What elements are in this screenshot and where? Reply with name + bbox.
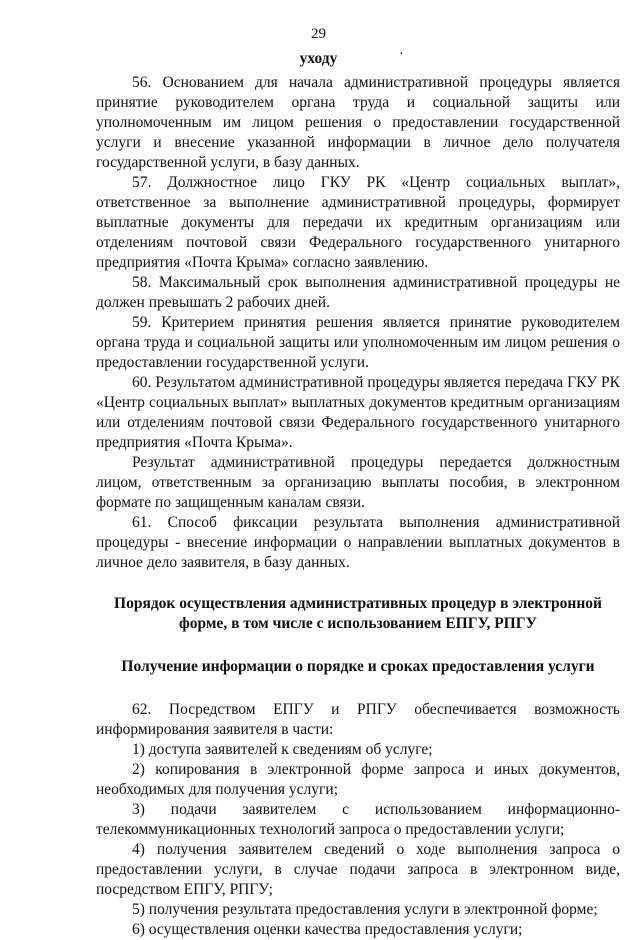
continued-heading: уходу — [299, 50, 338, 67]
scan-dot: · — [399, 47, 404, 62]
paragraph-58: 58. Максимальный срок выполнения административной процедуры не должен превышать 2 рабочих дней. — [96, 274, 620, 311]
list-item: 5) получения результата предоставления услуги в электронной форме; — [132, 901, 598, 918]
subsection-heading: Получение информации о порядке и сроках предоставления услуги — [121, 658, 595, 675]
list-item: 6) осуществления оценки качества предоставления услуги; — [132, 921, 523, 938]
paragraph-57: 57. Должностное лицо ГКУ РК «Центр социальных выплат», ответственное за выполнение административной процедуры, формирует выплатные документы для передачи их кредитным организациям или отделениям почтовой связи Федерального государственного унитарного предприятия «Почта Крыма» согласно заявлению. — [96, 174, 620, 271]
paragraph-60-result: Результат административной процедуры передается должностным лицом, ответственным за организацию выплаты пособия, в электронном формате по защищенным каналам связи. — [96, 454, 620, 511]
paragraph-56: 56. Основанием для начала административной процедуры является принятие руководителем органа труда и социальной защиты или уполномоченным им лицом решения о предоставлении государственной услуги и внесение указанной информации в личное дело получателя государственной услуги, в базу данных. — [96, 74, 620, 171]
list-item: 3) подачи заявителем с использованием информационно-телекоммуникационных технологий запроса о предоставлении услуги; — [96, 801, 620, 838]
paragraph-61: 61. Способ фиксации результата выполнения административной процедуры - внесение информации о направлении выплатных документов в личное дело заявителя, в базу данных. — [96, 514, 620, 571]
list-item: 2) копирования в электронной форме запроса и иных документов, необходимых для получения услуги; — [96, 761, 620, 798]
paragraph-62: 62. Посредством ЕПГУ и РПГУ обеспечивается возможность информирования заявителя в части: — [96, 701, 620, 738]
paragraph-60: 60. Результатом административной процедуры является передача ГКУ РК «Центр социальных выплат» выплатных документов кредитным организациям или отделениям почтовой связи Федерального государственного унитарного предприятия «Почта Крыма». — [96, 374, 620, 451]
section-heading: Порядок осуществления административных процедур в электронной форме, в том числе с использованием ЕПГУ, РПГУ — [114, 595, 602, 632]
document-body — [96, 73, 620, 940]
page-number: 29 — [311, 26, 326, 42]
paragraph-59: 59. Критерием принятия решения является принятие руководителем органа труда и социальной защиты или уполномоченным им лицом решения о предоставлении государственной услуги. — [96, 314, 620, 371]
list-item: 4) получения заявителем сведений о ходе выполнения запроса о предоставлении услуги, в случае подачи запроса в электронном виде, посредством ЕПГУ, РПГУ; — [96, 841, 620, 898]
list-item: 1) доступа заявителей к сведениям об услуге; — [132, 741, 433, 758]
